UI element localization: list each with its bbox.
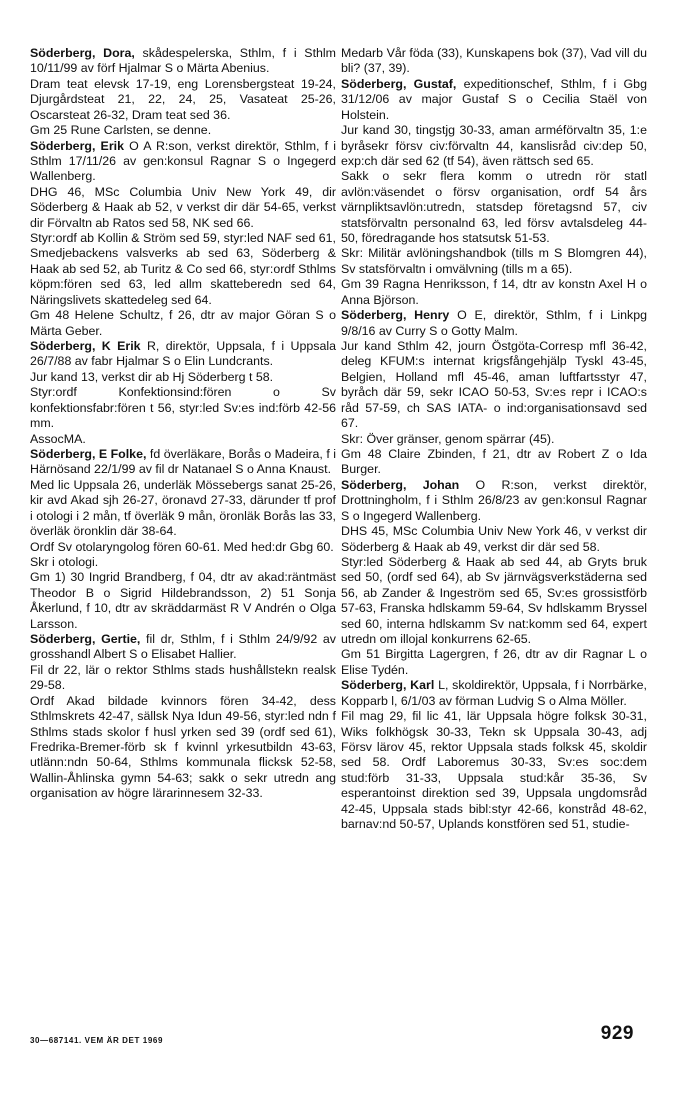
entry-text: O E, direktör, Sthlm, f i Linkpg 9/8/16 av Curry S o Gotty Malm. xyxy=(341,308,647,338)
entry-paragraph xyxy=(30,185,336,231)
page-number: 929 xyxy=(600,1023,634,1044)
entry-name: Söderberg, Gertie, xyxy=(30,632,141,647)
entry-paragraph xyxy=(341,432,647,447)
entry-paragraph xyxy=(341,447,647,478)
entry-text: Dram teat elevsk 17-19, eng Lorensbergsteat 19-24, Djurgårdsteat 21, 22, 24, 25, Vasateat 25-26, Oscarsteat 26-32, Dram teat sed 36. xyxy=(30,76,336,122)
entry-name: Söderberg, Henry xyxy=(341,308,450,323)
entry-text: O A R:son, verkst direktör, Sthlm, f i Sthlm 17/11/26 av gen:konsul Ragnar S o Ingegerd Wallenberg. xyxy=(30,138,336,184)
entry-text: Sakk o sekr flera komm o utredn rör statl avlön:väsendet o försv organisation, ordf 54 års värnpliktsavlön:utredn, statsdep företagsnd 57, civ statsförvaltn personalnd 63, led försv avtalsdeleg 44-50, föredragande hos statsutsk 51-53. xyxy=(341,169,647,246)
entry-paragraph xyxy=(30,139,336,185)
entry-paragraph xyxy=(341,46,647,77)
entry-name: Söderberg, Johan xyxy=(341,477,460,492)
entry-text: L, skoldirektör, Uppsala, f i Norrbärke, Kopparb l, 6/1/03 av förman Ludvig S o Alma Möller. xyxy=(341,678,647,708)
biography-entry xyxy=(341,678,647,832)
entry-text: O R:son, verkst direktör, Drottningholm, f i Sthlm 26/8/23 av gen:konsul Ragnar S o Ingegerd Wallenberg. xyxy=(341,477,647,523)
entry-text: Skr: Militär avlöningshandbok (tills m S Blomgren 44), Sv statsförvaltn i omvälvning (tills m a 65). xyxy=(341,246,647,276)
entry-text: Jur kand 13, verkst dir ab Hj Söderberg t 58. xyxy=(30,369,274,384)
entry-paragraph xyxy=(30,447,336,478)
entry-paragraph xyxy=(341,277,647,308)
entry-text: R, direktör, Uppsala, f i Uppsala 26/7/88 av fabr Hjalmar S o Elin Lundcrants. xyxy=(30,339,336,369)
biography-entry xyxy=(341,46,647,77)
biography-entry xyxy=(341,308,647,478)
entry-paragraph xyxy=(341,123,647,169)
entry-paragraph xyxy=(30,339,336,370)
entry-paragraph xyxy=(30,632,336,663)
entry-text: DHG 46, MSc Columbia Univ New York 49, dir Söderberg & Haak ab 52, v verkst dir där 54-65, verkst dir Förvaltn ab Ratos sed 58, NK sed 66. xyxy=(30,184,336,230)
entry-name: Söderberg, K Erik xyxy=(30,339,141,354)
entry-text: Skr i otologi. xyxy=(30,554,99,569)
entry-paragraph xyxy=(30,77,336,123)
entry-text: Gm 51 Birgitta Lagergren, f 26, dtr av dir Ragnar L o Elise Tydén. xyxy=(341,647,647,677)
biography-entry xyxy=(30,632,336,802)
entry-text: Med lic Uppsala 26, underläk Mössebergs sanat 25-26, kir avd Akad sjh 26-27, öronavd 27-33, därunder tf prof i otologi i 2 mån, tf överläk 9 mån, öronläk Borås las 33, överläk öronklin där 38-64. xyxy=(30,477,336,539)
entry-text: Gm 1) 30 Ingrid Brandberg, f 04, dtr av akad:räntmäst Theodor B o Sigrid Hildebrandsson, 2) 51 Sonja Åkerlund, f 10, dtr av skräddarmäst R V Andrén o Olga Larsson. xyxy=(30,570,336,631)
left-column xyxy=(30,46,336,802)
entry-paragraph xyxy=(341,246,647,277)
entry-paragraph xyxy=(30,385,336,431)
entry-paragraph xyxy=(341,478,647,524)
entry-name: Söderberg, Karl xyxy=(341,678,435,693)
entry-paragraph xyxy=(341,647,647,678)
entry-text: Fil mag 29, fil lic 41, lär Uppsala högre folksk 30-31, Wiks folkhögsk 30-33, Tekn sk Uppsala 30-43, adj Försv lärov 45, rektor Uppsala stads folksk 45, skoldir sed 58. Ordf Laboremus 30-33, Sv:es soc:dem stud:förb 31-33, Uppsala stud:kår 35-36, Sv esperantoinst direktion sed 39, Uppsala ungdomsråd 42-45, Uppsala stads bibl:styr 42-66, konstråd 48-62, barnav:nd 50-57, Uplands konstfören sed 51, studie- xyxy=(341,709,647,832)
entry-paragraph xyxy=(341,308,647,339)
entry-text: Styr:ordf ab Kollin & Ström sed 59, styr:led NAF sed 61, Smedjebackens valsverks ab sed 63, Söderberg & Haak ab sed 52, ab Turitz & Co sed 66, styr:ordf Sthlms köpm:fören sed 63, led allm skatteberedn sed 64, Näringslivets skattedeleg sed 64. xyxy=(30,231,336,307)
entry-text: Gm 48 Claire Zbinden, f 21, dtr av Robert Z o Ida Burger. xyxy=(341,446,647,477)
entry-text: Gm 39 Ragna Henriksson, f 14, dtr av konstn Axel H o Anna Björson. xyxy=(341,277,647,307)
entry-paragraph xyxy=(30,231,336,308)
entry-text: AssocMA. xyxy=(30,431,86,446)
entry-paragraph xyxy=(30,694,336,802)
entry-paragraph xyxy=(30,432,336,447)
entry-text: Ordf Akad bildade kvinnors fören 34-42, dess Sthlmskrets 42-47, sällsk Nya Idun 49-56, styr:led ndn f Sthlms stads skolor f husl yrken sed 39 (ordf sed 61), Fredrika-Bremer-förb sk f kvinnl yrkesutbildn 43-63, utlänn:ndn 50-64, Sthlms kommunala flicksk 52-58, Wallin-Åhlinska gymn 54-63; sakk o sekr utredn ang organisation av högre lärarinnesem 32-33. xyxy=(30,693,336,801)
entry-name: Söderberg, Erik xyxy=(30,138,124,153)
entry-paragraph xyxy=(30,308,336,339)
entry-text: Jur kand 30, tingstjg 30-33, aman arméförvaltn 35, 1:e byråsekr försv civ:förvaltn 44, kanslisråd civ:dep 50, exp:ch där sed 62 (tf 54), även rättsch sed 65. xyxy=(341,123,647,168)
entry-text: Gm 25 Rune Carlsten, se denne. xyxy=(30,123,212,138)
entry-text: fil dr, Sthlm, f i Sthlm 24/9/92 av grosshandl Albert S o Elisabet Hallier. xyxy=(30,632,336,662)
entry-text: DHS 45, MSc Columbia Univ New York 46, v verkst dir Söderberg & Haak ab 49, verkst dir där sed 58. xyxy=(341,524,647,554)
entry-name: Söderberg, Dora, xyxy=(30,46,135,60)
entry-text: Gm 48 Helene Schultz, f 26, dtr av major Göran S o Märta Geber. xyxy=(30,308,336,338)
entry-paragraph xyxy=(30,663,336,694)
entry-paragraph xyxy=(341,678,647,709)
footer-imprint: 30—687141. VEM ÄR DET 1969 xyxy=(30,1036,163,1045)
entry-text: Skr: Över gränser, genom spärrar (45). xyxy=(341,431,555,446)
entry-text: Ordf Sv otolaryngolog fören 60-61. Med hed:dr Gbg 60. xyxy=(30,539,334,554)
entry-paragraph xyxy=(341,524,647,555)
biography-entry xyxy=(30,139,336,339)
biography-entry xyxy=(341,478,647,678)
entry-paragraph xyxy=(30,123,336,138)
biography-entry xyxy=(341,77,647,308)
entry-paragraph xyxy=(341,169,647,246)
entry-text: Fil dr 22, lär o rektor Sthlms stads hushållstekn realsk 29-58. xyxy=(30,662,336,693)
entry-text: expeditionschef, Sthlm, f i Gbg 31/12/06 av major Gustaf S o Cecilia Staël von Holstein. xyxy=(341,76,647,122)
biography-entry xyxy=(30,447,336,632)
biography-entry xyxy=(30,339,336,447)
entry-paragraph xyxy=(30,570,336,632)
entry-text: Jur kand Sthlm 42, journ Östgöta-Corresp mfl 36-42, deleg KFUM:s internat krigsfångehjälp Tyskl 43-45, Belgien, Holland mfl 45-46, aman luftfartsstyr 47, byråch där 59, sekr ICAO 50-53, Sv:es repr i ICAO:s råd 57-59, ch SAS IATA- o ind:organisationsavd sed 67. xyxy=(341,339,647,431)
entry-paragraph xyxy=(30,370,336,385)
entry-paragraph xyxy=(341,339,647,432)
entry-text: skådespelerska, Sthlm, f i Sthlm 10/11/99 av förf Hjalmar S o Märta Abenius. xyxy=(30,46,336,76)
entry-paragraph xyxy=(30,540,336,555)
entry-text: Styr:led Söderberg & Haak ab sed 44, ab Gryts bruk sed 50, (ordf sed 64), ab Sv järnvägsverkstäderna sed 56, ab Zander & Ingeström sed 65, Sv:es grossistförb 57-63, Franska hdlskamm 59-64, Sv hdlskamm Bryssel sed 60, interna hdlskamm Sv nat:komm sed 64, expert utredn om illojal konkurrens 62-65. xyxy=(341,554,647,647)
entry-paragraph xyxy=(30,555,336,570)
entry-name: Söderberg, E Folke, xyxy=(30,446,147,461)
entry-text: Medarb Vår föda (33), Kunskapens bok (37), Vad vill du bli? (37, 39). xyxy=(341,46,647,76)
biography-entry xyxy=(30,46,336,139)
entry-name: Söderberg, Gustaf, xyxy=(341,76,457,91)
entry-paragraph xyxy=(30,46,336,77)
entry-paragraph xyxy=(341,555,647,648)
entry-text: fd överläkare, Borås o Madeira, f i Härnösand 22/1/99 av fil dr Natanael S o Anna Knaust. xyxy=(30,446,336,477)
entry-paragraph xyxy=(341,77,647,123)
entry-paragraph xyxy=(341,709,647,832)
right-column xyxy=(341,46,647,833)
entry-text: Styr:ordf Konfektionsind:fören o Sv konfektionsfabr:fören t 56, styr:led Sv:es ind:förb 42-56 mm. xyxy=(30,385,336,431)
entry-paragraph xyxy=(30,478,336,540)
